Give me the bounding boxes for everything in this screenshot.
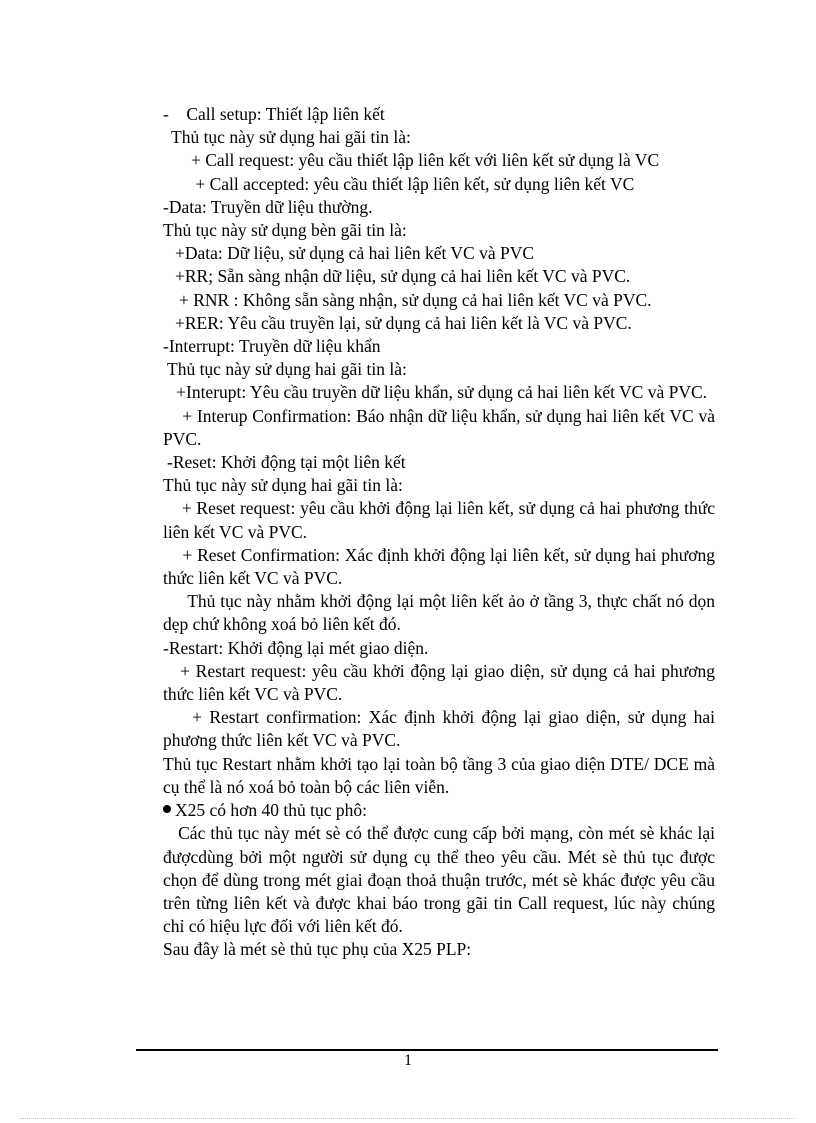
paragraph-line: -Restart: Khởi động lại mét giao diện.	[163, 637, 429, 658]
paragraph-line: +Data: Dữ liệu, sử dụng cả hai liên kết VC và PVC	[175, 243, 535, 264]
page-number: 1	[404, 1052, 412, 1069]
bullet-dot-icon	[163, 805, 171, 813]
paragraph-line: -Interrupt: Truyền dữ liệu khẩn	[163, 336, 381, 357]
paragraph-line: Thủ tục này nhằm khởi động lại một liên kết ảo ở tầng 3, thực chất nó dọn dẹp chứ không xoá bỏ liên kết đó.	[163, 591, 720, 635]
paragraph-line: + Call request: yêu cầu thiết lập liên kết với liên kết sử dụng là VC	[191, 150, 660, 171]
paragraph-line: Thủ tục này sử dụng hai gãi tin là:	[163, 475, 403, 496]
paragraph-line: Thủ tục này sử dụng hai gãi tin là:	[167, 359, 407, 380]
paragraph-line: + Restart confirmation: Xác định khởi động lại giao diện, sử dụng hai phương thức liên kết VC và PVC.	[163, 707, 720, 751]
paragraph-line: +RR; Sẵn sàng nhận dữ liệu, sử dụng cả hai liên kết VC và PVC.	[175, 266, 631, 287]
page-edge-border	[20, 1118, 796, 1119]
paragraph-list	[163, 103, 720, 799]
bullet-heading-text: X25 có hơn 40 thủ tục phô:	[175, 800, 368, 821]
document-body	[163, 103, 720, 962]
paragraph-line: -Reset: Khởi động tại một liên kết	[167, 452, 406, 473]
paragraph-line: +RER: Yêu cầu truyền lại, sử dụng cả hai liên kết là VC và PVC.	[175, 312, 632, 333]
paragraph-line: - Call setup: Thiết lập liên kết	[163, 104, 385, 124]
footer-divider	[136, 1049, 718, 1051]
paragraph-line: + RNR : Không sẵn sàng nhận, sử dụng cả hai liên kết VC và PVC.	[179, 289, 652, 310]
closing-paragraph: Các thủ tục này mét sè có thể được cung cấp bởi mạng, còn mét sè khác lại đượcdùng bởi một người sử dụng cụ thể theo yêu cầu. Mét sè thủ tục được chọn để dùng trong mét giai đoạn thoả thuận trước, mét sè khác được yêu cầu trên từng liên kết và được khai báo trong gãi tin Call request, lúc này chúng chỉ có hiệu lực đối với liên kết đó.	[163, 823, 720, 937]
paragraph-line: Thủ tục này sử dụng bèn gãi tin là:	[163, 220, 407, 241]
paragraph-line: Thủ tục này sử dụng hai gãi tin là:	[171, 127, 411, 148]
paragraph-line: -Data: Truyền dữ liệu thường.	[163, 196, 373, 217]
paragraph-line: + Restart request: yêu cầu khởi động lại giao diện, sử dụng cả hai phương thức liên kết VC và PVC.	[163, 660, 720, 705]
paragraph-line: + Call accepted: yêu cầu thiết lập liên kết, sử dụng liên kết VC	[191, 173, 635, 194]
bullet-heading	[163, 799, 715, 822]
last-line: Sau đây là mét sè thủ tục phụ của X25 PLP:	[163, 939, 472, 960]
paragraph-line: +Interupt: Yêu cầu truyền dữ liệu khẩn, sử dụng cả hai liên kết VC và PVC.	[163, 382, 708, 403]
paragraph-line: + Reset request: yêu cầu khởi động lại liên kết, sử dụng cả hai phương thức liên kết VC và PVC.	[163, 498, 720, 542]
paragraph-line: + Interup Confirmation: Báo nhận dữ liệu khẩn, sử dụng hai liên kết VC và PVC.	[163, 405, 720, 449]
paragraph-line: Thủ tục Restart nhằm khởi tạo lại toàn bộ tầng 3 của giao diện DTE/ DCE mà cụ thể là nó xoá bỏ toàn bộ các liên viễn.	[163, 753, 720, 797]
paragraph-line: + Reset Confirmation: Xác định khởi động lại liên kết, sử dụng hai phương thức liên kết VC và PVC.	[163, 544, 720, 589]
